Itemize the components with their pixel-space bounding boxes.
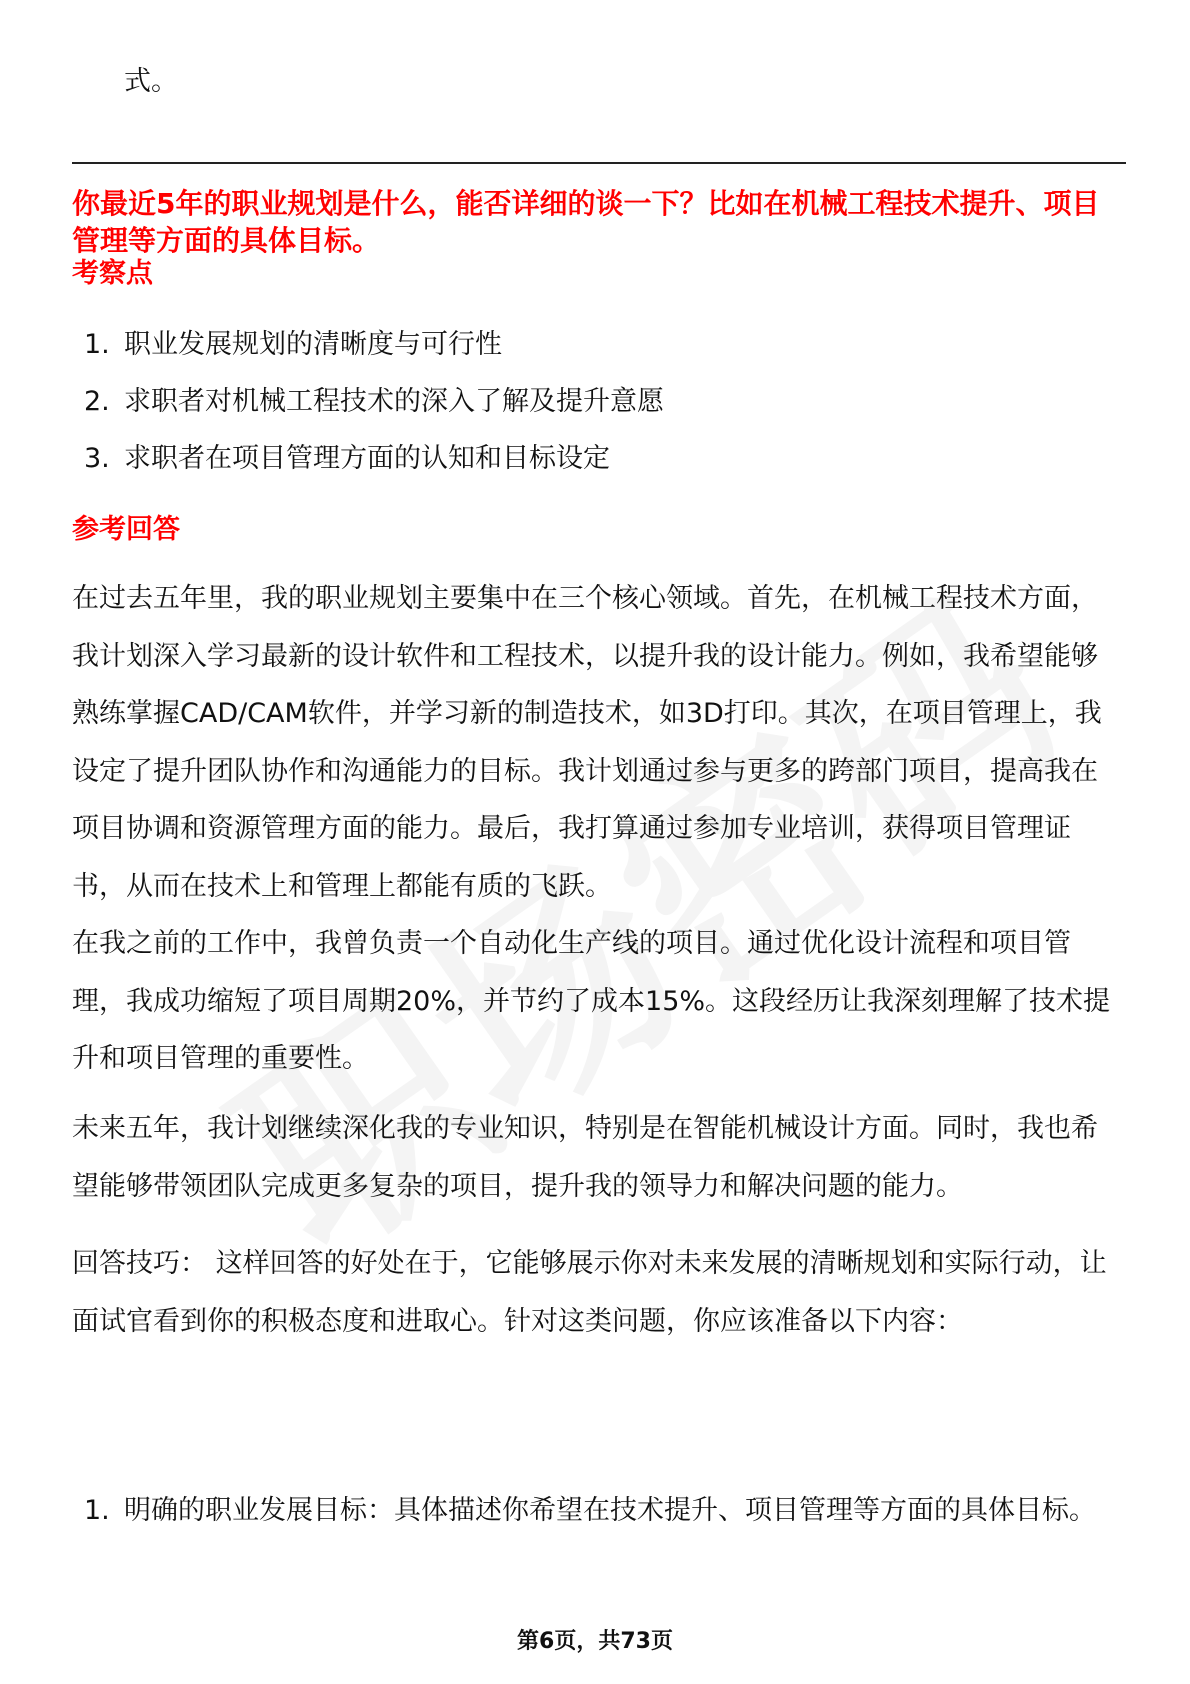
list-number: 2. (84, 386, 110, 417)
list-item (72, 430, 1112, 487)
list-item (72, 1482, 1122, 1539)
exam-points-title: 考察点 (72, 258, 153, 289)
list-item-text: 求职者在项目管理方面的认知和目标设定 (124, 443, 610, 474)
list-number: 1. (84, 1495, 110, 1526)
answer-paragraph: 未来五年，我计划继续深化我的专业知识，特别是在智能机械设计方面。同时，我也希望能够带领团队完成更多复杂的项目，提升我的领导力和解决问题的能力。 (72, 1113, 1098, 1202)
list-item (72, 316, 1112, 373)
list-item-text: 求职者对机械工程技术的深入了解及提升意愿 (124, 386, 664, 417)
list-item-text: 明确的职业发展目标：具体描述你希望在技术提升、项目管理等方面的具体目标。 (124, 1495, 1096, 1526)
list-number: 1. (84, 329, 110, 360)
list-item-text: 职业发展规划的清晰度与可行性 (124, 329, 502, 360)
question-heading: 你最近5年的职业规划是什么，能否详细的谈一下？比如在机械工程技术提升、项目管理等方面的具体目标。 (72, 187, 1100, 257)
answer-tips-paragraph: 回答技巧： 这样回答的好处在于，它能够展示你对未来发展的清晰规划和实际行动，让面试官看到你的积极态度和进取心。针对这类问题，你应该准备以下内容： (72, 1248, 1107, 1337)
reference-answer-title: 参考回答 (72, 514, 180, 545)
answer-paragraph: 在我之前的工作中，我曾负责一个自动化生产线的项目。通过优化设计流程和项目管理，我成功缩短了项目周期20%，并节约了成本15%。这段经历让我深刻理解了技术提升和项目管理的重要性。 (72, 928, 1111, 1074)
continuation-text: 式。 (124, 66, 178, 97)
page-footer: 第6页，共73页 (517, 1629, 673, 1654)
divider (72, 162, 1126, 164)
tips-list (72, 1482, 1122, 1539)
exam-points-list (72, 316, 1112, 487)
list-number: 3. (84, 443, 110, 474)
list-item (72, 373, 1112, 430)
answer-paragraph: 在过去五年里，我的职业规划主要集中在三个核心领域。首先，在机械工程技术方面，我计划深入学习最新的设计软件和工程技术，以提升我的设计能力。例如，我希望能够熟练掌握CAD/CAM软件，并学习新的制造技术，如3D打印。其次，在项目管理上，我设定了提升团队协作和沟通能力的目标。我计划通过参与更多的跨部门项目，提高我在项目协调和资源管理方面的能力。最后，我打算通过参加专业培训，获得项目管理证书，从而在技术上和管理上都能有质的飞跃。 (72, 583, 1102, 902)
